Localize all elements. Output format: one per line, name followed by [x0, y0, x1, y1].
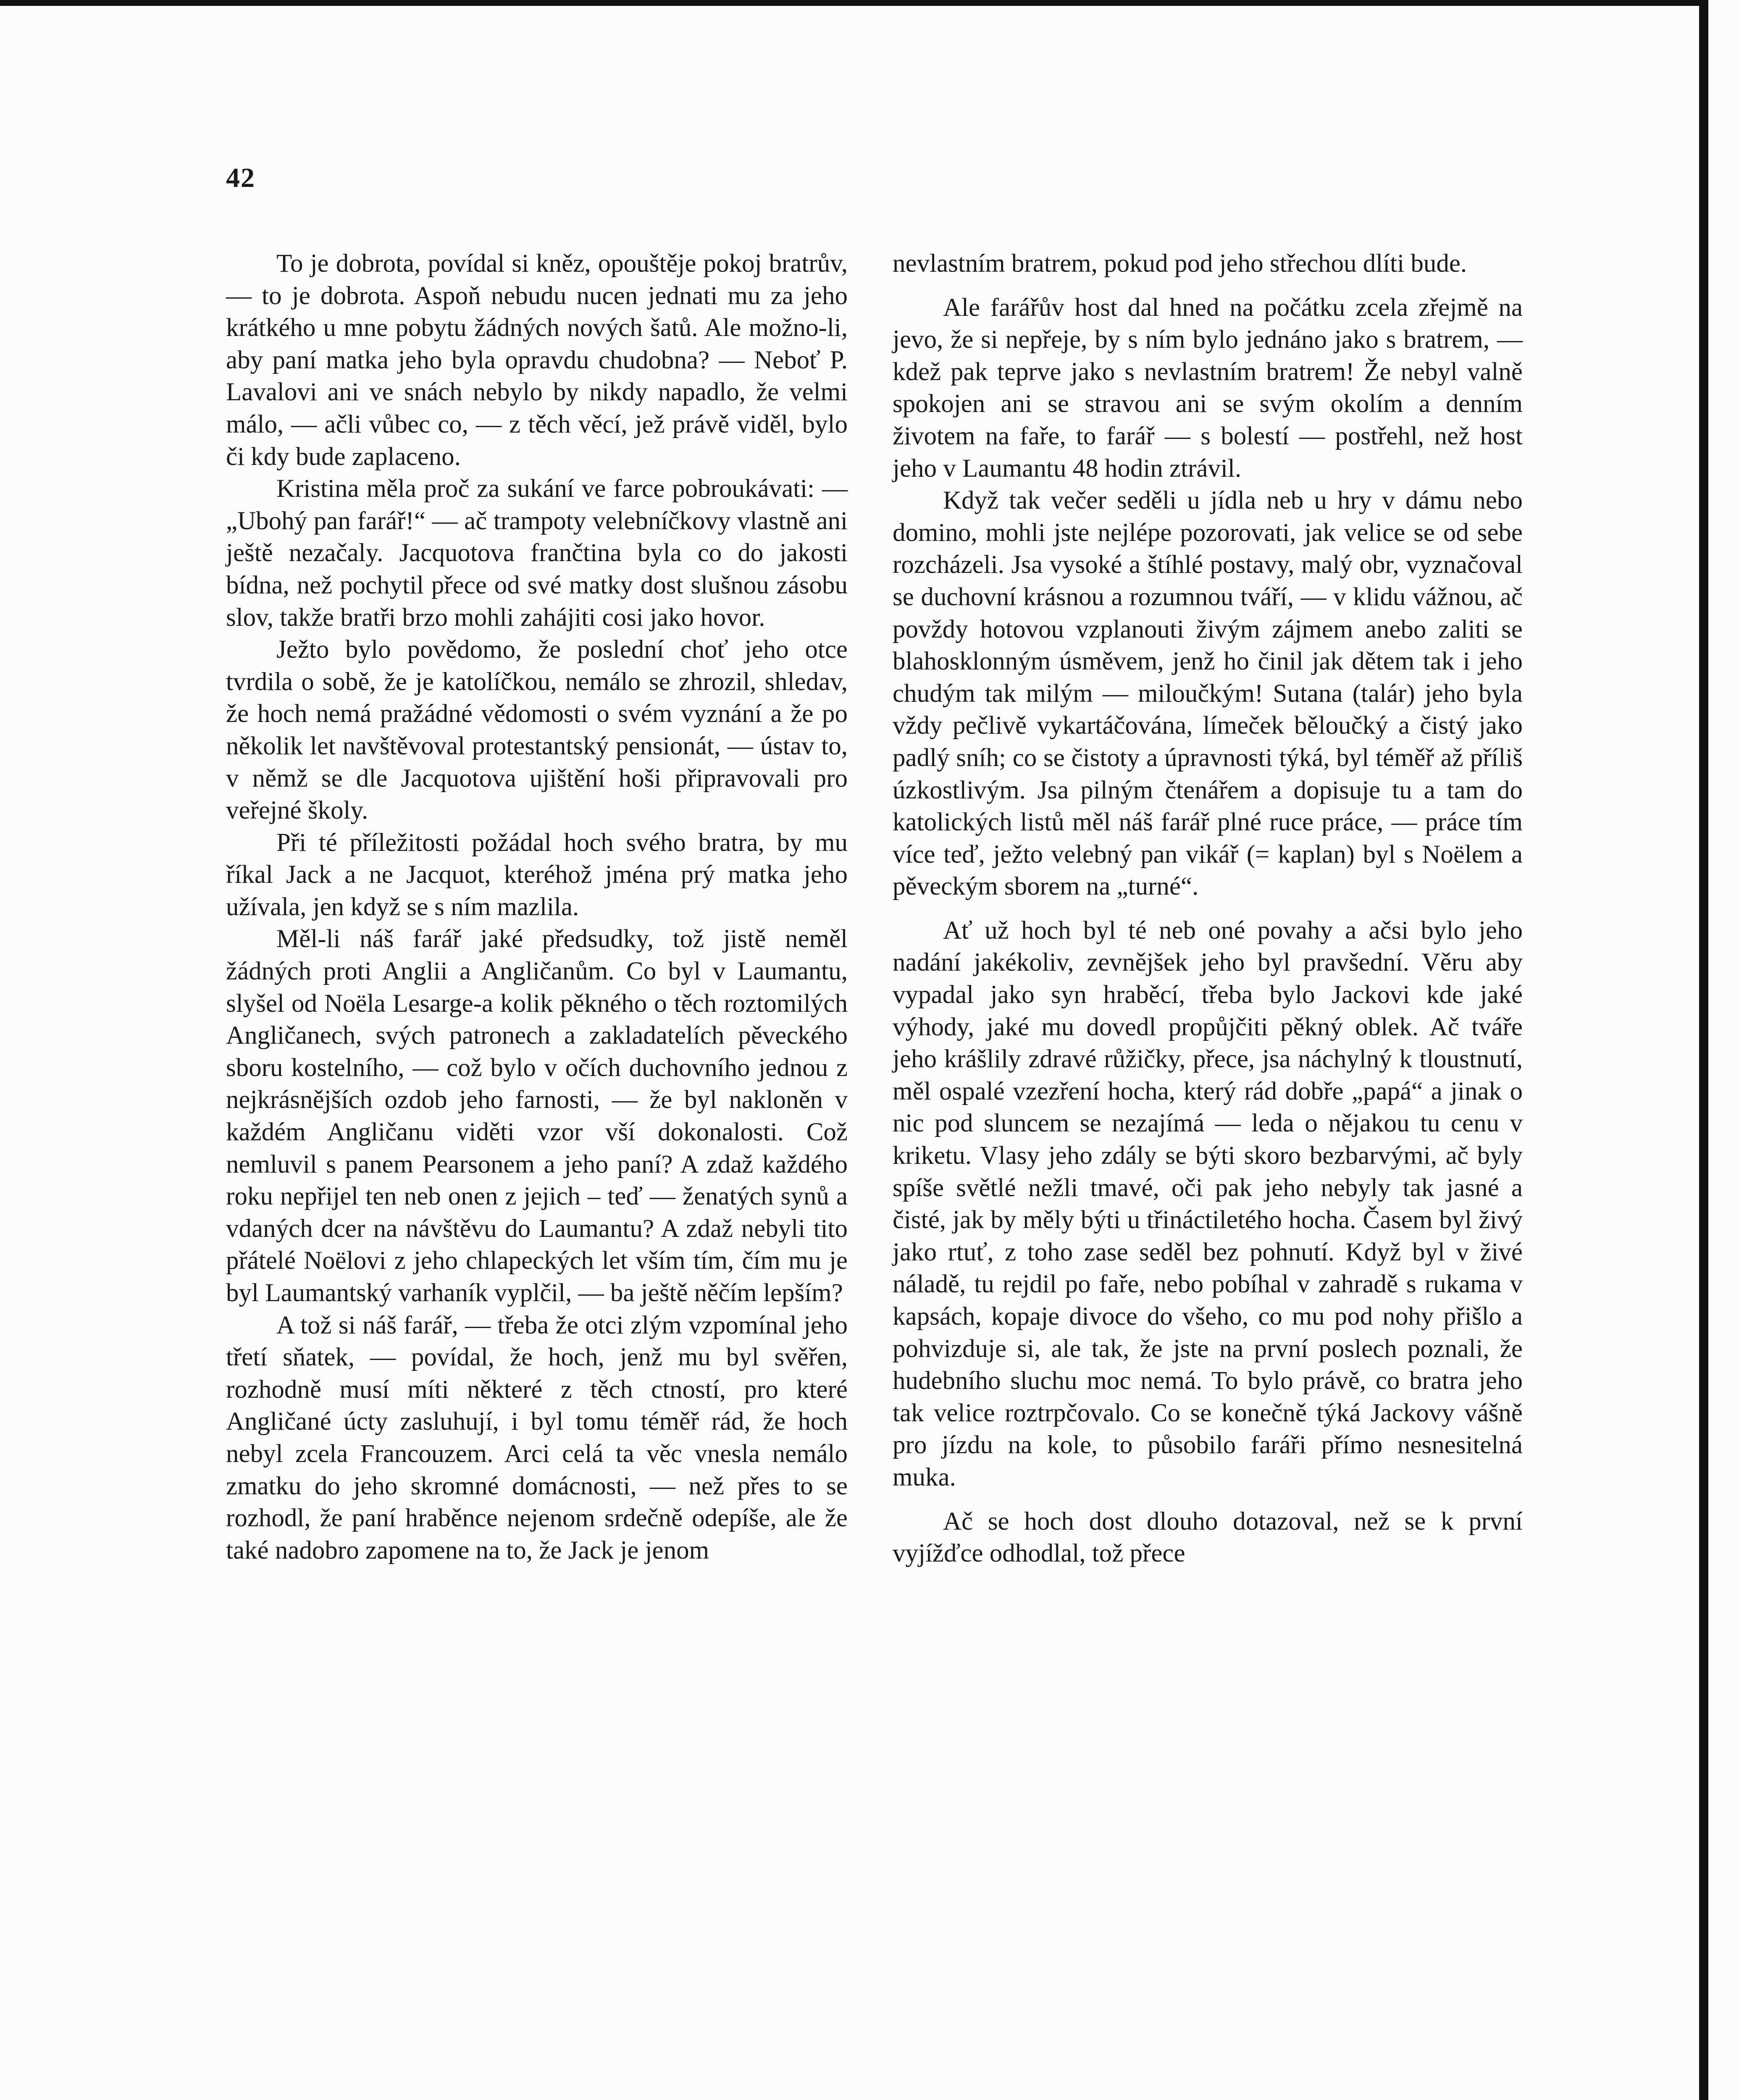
paragraph: Ježto bylo povědomo, že poslední choť jeho otce tvrdila o sobě, že je katolíčkou, nemálo se zhrozil, shledav, že hoch nemá pražádné vědomosti o svém vyznání a že po několik let navštěvoval protestantský pensionát, — ústav to, v němž se dle Jacquotova ujištění hoši připravovali pro veřejné školy. [226, 635, 848, 825]
paragraph: Ač se hoch dost dlouho dotazoval, než se k první vyjížďce odhodlal, tož přece [893, 1507, 1523, 1568]
paragraph: Kristina měla proč za sukání ve farce pobroukávati: — „Ubohý pan farář!“ — ač trampoty velebníčkovy vlastně ani ještě nezačaly. Jacquotova frančtina byla co do jakosti bídna, než pochytil přece od své matky dost slušnou zásobu slov, takže bratři brzo mohli zahájiti cosi jako hovor. [226, 475, 848, 632]
scan-border-right [1699, 0, 1708, 2100]
page-number: 42 [226, 163, 255, 193]
paragraph: Měl-li náš farář jaké předsudky, tož jistě neměl žádných proti Anglii a Angličanům. Co byl v Laumantu, slyšel od Noëla Lesarge-a kolik pěkného o těch roztomilých Angličanech, svých patronech a zakladatelích pěveckého sboru kostelního, — což bylo v očích duchovního jednou z nejkrásnějších ozdob jeho farnosti, — že byl nakloněn v každém Angličanu viděti vzor vší dokonalosti. Což nemluvil s panem Pearsonem a jeho paní? A zdaž každého roku nepřijel ten neb onen z jejich – teď — ženatých synů a vdaných dcer na návštěvu do Laumantu? A zdaž nebyli tito přátelé Noëlovi z jeho chlapeckých let vším tím, čím mu je byl Laumantský varhaník vyplčil, — ba ještě něčím lepším? [226, 925, 848, 1307]
left-column [226, 248, 848, 1567]
right-column [893, 248, 1523, 1570]
paragraph: Když tak večer seděli u jídla neb u hry v dámu nebo domino, mohli jste nejlépe pozorovati, jak velice se od sebe rozcházeli. Jsa vysoké a štíhlé postavy, malý obr, vyznačoval se duchovní krásnou a rozumnou tváří, — v klidu vážnou, ač povždy hotovou vzplanouti živým zájmem anebo zaliti se blahosklonným úsměvem, jenž ho činil jak dětem tak i jeho chudým tak milým — miloučkým! Sutana (talár) jeho byla vždy pečlivě vykartáčována, límeček běloučký a čistý jako padlý sníh; co se čistoty a úpravnosti týká, byl téměř až příliš úzkostlivým. Jsa pilným čtenářem a dopisuje tu a tam do katolických listů měl náš farář plné ruce práce, — práce tím více teď, ježto velebný pan vikář (= kaplan) byl s Noëlem a pěveckým sborem na „turné“. [893, 486, 1523, 901]
scan-border-top [0, 0, 1708, 6]
paragraph: To je dobrota, povídal si kněz, opouštěje pokoj bratrův, — to je dobrota. Aspoň nebudu nucen jednati mu za jeho krátkého u mne pobytu žádných nových šatů. Ale možno-li, aby paní matka jeho byla opravdu chudobna? — Neboť P. Lavalovi ani ve snách nebylo by nikdy napadlo, že velmi málo, — ačli vůbec co, — z těch věcí, jež právě viděl, bylo či kdy bude zaplaceno. [226, 249, 848, 471]
paragraph: Ať už hoch byl té neb oné povahy a ačsi bylo jeho nadání jakékoliv, zevnějšek jeho byl pravšední. Věru aby vypadal jako syn hraběcí, třeba bylo Jackovi kde jaké výhody, jaké mu dovedl propůjčiti pěkný oblek. Ač tváře jeho krášlily zdravé růžičky, přece, jsa náchylný k tloustnutí, měl ospalé vzezření hocha, který rád dobře „papá“ a jinak o nic pod sluncem se nezajímá — leda o nějakou tu cenu v kriketu. Vlasy jeho zdály se býti skoro bezbarvými, ač byly spíše světlé nežli tmavé, oči pak jeho nebyly tak jasné a čisté, jak by měly býti u třináctiletého hocha. Časem byl živý jako rtuť, z toho zase seděl bez pohnutí. Když byl v živé náladě, tu rejdil po faře, nebo pobíhal v zahradě s rukama v kapsách, kopaje divoce do všeho, co mu pod nohy přišlo a pohvizduje si, ale tak, že jste na první poslech poznali, že hudebního sluchu moc nemá. To bylo právě, co bratra jeho tak velice roztrpčovalo. Co se konečně týká Jackovy vášně pro jízdu na kole, to působilo faráři přímo nesnesitelná muka. [893, 916, 1523, 1491]
paragraph: A tož si náš farář, — třeba že otci zlým vzpomínal jeho třetí sňatek, — povídal, že hoch, jenž mu byl svěřen, rozhodně musí míti některé z těch ctností, pro které Angličané úcty zasluhují, i byl tomu téměř rád, že hoch nebyl zcela Francouzem. Arci celá ta věc vnesla nemálo zmatku do jeho skromné domácnosti, — než přes to se rozhodl, že paní hraběnce nejenom srdečně odepíše, ale že také nadobro zapomene na to, že Jack je jenom [226, 1311, 848, 1564]
paragraph: Při té příležitosti požádal hoch svého bratra, by mu říkal Jack a ne Jacquot, kteréhož jména prý matka jeho užívala, jen když se s ním mazlila. [226, 828, 848, 921]
paragraph: nevlastním bratrem, pokud pod jeho střechou dlíti bude. [893, 249, 1467, 278]
paragraph: Ale farářův host dal hned na počátku zcela zřejmě na jevo, že si nepřeje, by s ním bylo jednáno jako s bratrem, — kdež pak teprve jako s nevlastním bratrem! Že nebyl valně spokojen ani se stravou ani se svým okolím a denním životem na faře, to farář — s bolestí — postřehl, než host jeho v Laumantu 48 hodin ztrávil. [893, 293, 1523, 483]
